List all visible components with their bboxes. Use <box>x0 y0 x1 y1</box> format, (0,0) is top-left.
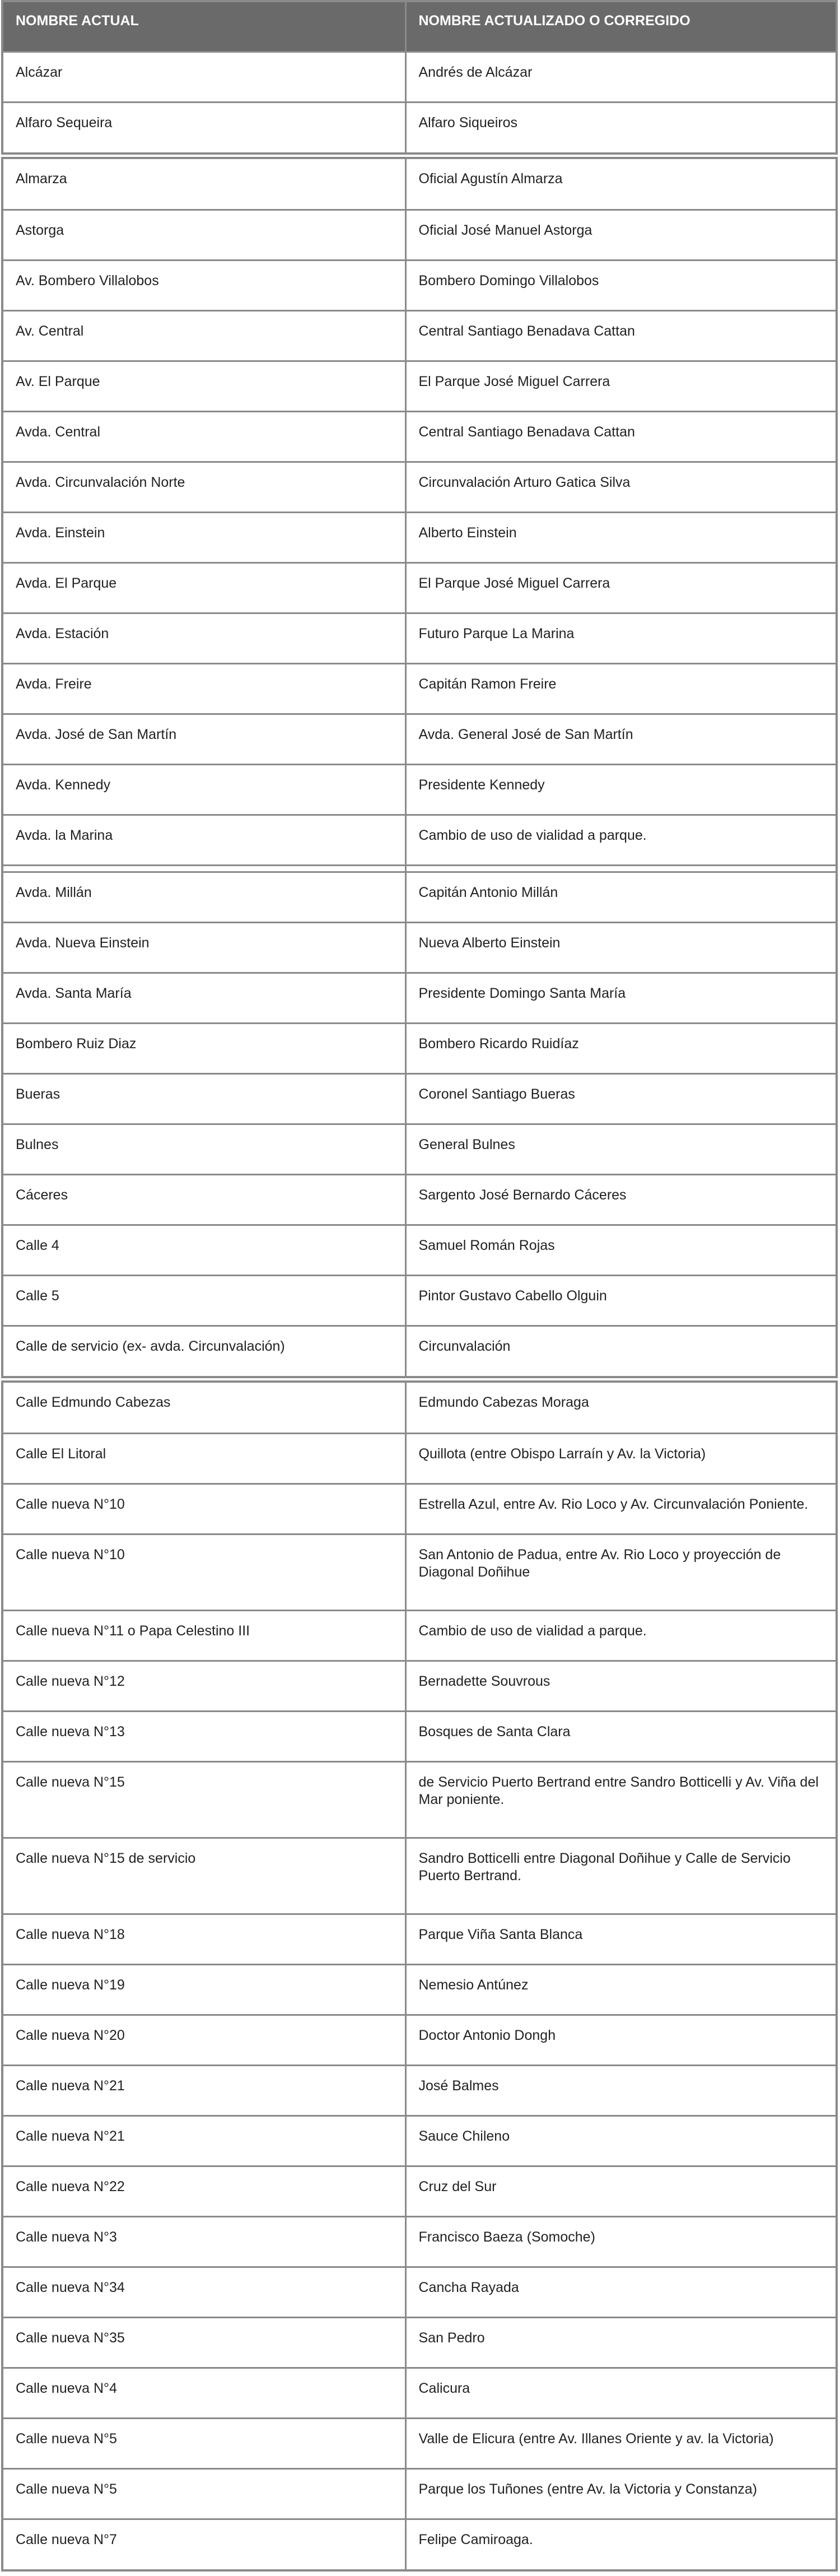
current-name-cell: Calle 4 <box>3 1225 405 1275</box>
table-block-3 <box>1 1380 838 2572</box>
current-name-cell: Bulnes <box>3 1124 405 1174</box>
table-row <box>3 462 836 512</box>
current-name-cell: Bueras <box>3 1073 405 1124</box>
table-row <box>3 411 836 462</box>
table-block-2 <box>1 157 838 1378</box>
updated-name-cell: Presidente Kennedy <box>405 764 836 815</box>
current-name-cell: Astorga <box>3 210 405 260</box>
table-row <box>3 1383 836 1433</box>
table-row <box>3 1661 836 1711</box>
updated-name-cell: Coronel Santiago Bueras <box>405 1073 836 1124</box>
names-table <box>3 159 836 1376</box>
updated-name-cell: San Antonio de Padua, entre Av. Rio Loco y proyección de Diagonal Doñihue <box>405 1534 836 1610</box>
table-row <box>3 159 836 210</box>
updated-name-cell: Estrella Azul, entre Av. Rio Loco y Av. Circunvalación Poniente. <box>405 1484 836 1534</box>
table-header-row <box>3 2 836 52</box>
current-name-cell: Calle nueva N°11 o Papa Celestino III <box>3 1610 405 1661</box>
updated-name-cell: Futuro Parque La Marina <box>405 613 836 663</box>
divider-cell <box>3 865 405 872</box>
table-row <box>3 512 836 562</box>
updated-name-cell: Cambio de uso de vialidad a parque. <box>405 1610 836 1661</box>
current-name-cell: Calle nueva N°18 <box>3 1914 405 1964</box>
table-row <box>3 52 836 102</box>
table-row <box>3 663 836 714</box>
table-row <box>3 1711 836 1761</box>
table-row <box>3 2166 836 2216</box>
current-name-cell: Cáceres <box>3 1174 405 1225</box>
updated-name-cell: Alberto Einstein <box>405 512 836 562</box>
table-row <box>3 973 836 1023</box>
table-row <box>3 2317 836 2368</box>
table-row <box>3 1610 836 1661</box>
current-name-cell: Calle 5 <box>3 1275 405 1326</box>
table-row <box>3 1964 836 2015</box>
updated-name-cell: General Bulnes <box>405 1124 836 1174</box>
current-name-cell: Avda. Millán <box>3 872 405 922</box>
updated-name-cell: Samuel Román Rojas <box>405 1225 836 1275</box>
table-row <box>3 872 836 922</box>
current-name-cell: Av. El Parque <box>3 361 405 411</box>
updated-name-cell: El Parque José Miguel Carrera <box>405 361 836 411</box>
table-row <box>3 2468 836 2519</box>
updated-name-cell: Bernadette Souvrous <box>405 1661 836 1711</box>
current-name-cell: Calle nueva N°34 <box>3 2267 405 2317</box>
current-name-cell: Calle nueva N°19 <box>3 1964 405 2015</box>
current-name-cell: Avda. Central <box>3 411 405 462</box>
updated-name-cell: Felipe Camiroaga. <box>405 2519 836 2569</box>
current-name-cell: Avda. El Parque <box>3 562 405 613</box>
table-row <box>3 1484 836 1534</box>
updated-name-cell: Circunvalación Arturo Gatica Silva <box>405 462 836 512</box>
table-row <box>3 1761 836 1838</box>
current-name-cell: Calle nueva N°35 <box>3 2317 405 2368</box>
table-row <box>3 1225 836 1275</box>
header-updated-name: NOMBRE ACTUALIZADO O CORREGIDO <box>405 2 836 52</box>
current-name-cell: Av. Bombero Villalobos <box>3 260 405 310</box>
table-row <box>3 1073 836 1124</box>
table-row <box>3 210 836 260</box>
table-row <box>3 2519 836 2569</box>
table-row <box>3 613 836 663</box>
updated-name-cell: Central Santiago Benadava Cattan <box>405 411 836 462</box>
table-row <box>3 562 836 613</box>
table-row <box>3 1914 836 1964</box>
current-name-cell: Calle nueva N°21 <box>3 2065 405 2115</box>
table-row <box>3 1023 836 1073</box>
updated-name-cell: Edmundo Cabezas Moraga <box>405 1383 836 1433</box>
table-row <box>3 764 836 815</box>
updated-name-cell: San Pedro <box>405 2317 836 2368</box>
updated-name-cell: Oficial José Manuel Astorga <box>405 210 836 260</box>
updated-name-cell: Capitán Ramon Freire <box>405 663 836 714</box>
updated-name-cell: Francisco Baeza (Somoche) <box>405 2216 836 2267</box>
updated-name-cell: Bombero Ricardo Ruidíaz <box>405 1023 836 1073</box>
current-name-cell: Avda. Estación <box>3 613 405 663</box>
table-row <box>3 1124 836 1174</box>
table-row <box>3 815 836 865</box>
updated-name-cell: Circunvalación <box>405 1326 836 1376</box>
updated-name-cell: de Servicio Puerto Bertrand entre Sandro Botticelli y Av. Viña del Mar poniente. <box>405 1761 836 1838</box>
current-name-cell: Calle El Litoral <box>3 1433 405 1484</box>
updated-name-cell: Doctor Antonio Dongh <box>405 2015 836 2065</box>
current-name-cell: Bombero Ruiz Diaz <box>3 1023 405 1073</box>
divider-cell <box>405 865 836 872</box>
updated-name-cell: Cruz del Sur <box>405 2166 836 2216</box>
table-row <box>3 260 836 310</box>
current-name-cell: Calle nueva N°10 <box>3 1534 405 1610</box>
table-row <box>3 2015 836 2065</box>
current-name-cell: Calle de servicio (ex- avda. Circunvalación) <box>3 1326 405 1376</box>
updated-name-cell: Presidente Domingo Santa María <box>405 973 836 1023</box>
current-name-cell: Alcázar <box>3 52 405 102</box>
current-name-cell: Alfaro Sequeira <box>3 102 405 152</box>
updated-name-cell: El Parque José Miguel Carrera <box>405 562 836 613</box>
updated-name-cell: Sandro Botticelli entre Diagonal Doñihue y Calle de Servicio Puerto Bertrand. <box>405 1838 836 1914</box>
updated-name-cell: José Balmes <box>405 2065 836 2115</box>
current-name-cell: Calle nueva N°13 <box>3 1711 405 1761</box>
table-row <box>3 2267 836 2317</box>
current-name-cell: Calle nueva N°3 <box>3 2216 405 2267</box>
current-name-cell: Calle nueva N°4 <box>3 2368 405 2418</box>
updated-name-cell: Bosques de Santa Clara <box>405 1711 836 1761</box>
updated-name-cell: Nueva Alberto Einstein <box>405 922 836 973</box>
updated-name-cell: Valle de Elicura (entre Av. Illanes Oriente y av. la Victoria) <box>405 2418 836 2468</box>
table-row <box>3 1326 836 1376</box>
current-name-cell: Calle nueva N°22 <box>3 2166 405 2216</box>
updated-name-cell: Pintor Gustavo Cabello Olguin <box>405 1275 836 1326</box>
current-name-cell: Avda. Kennedy <box>3 764 405 815</box>
table-row <box>3 1174 836 1225</box>
current-name-cell: Avda. la Marina <box>3 815 405 865</box>
updated-name-cell: Nemesio Antúnez <box>405 1964 836 2015</box>
current-name-cell: Calle nueva N°21 <box>3 2115 405 2166</box>
table-row <box>3 2115 836 2166</box>
table-row <box>3 714 836 764</box>
current-name-cell: Avda. José de San Martín <box>3 714 405 764</box>
updated-name-cell: Capitán Antonio Millán <box>405 872 836 922</box>
table-row <box>3 310 836 361</box>
table-row <box>3 2216 836 2267</box>
current-name-cell: Calle nueva N°5 <box>3 2468 405 2519</box>
current-name-cell: Avda. Circunvalación Norte <box>3 462 405 512</box>
table-block-1 <box>1 0 838 155</box>
table-row <box>3 1275 836 1326</box>
current-name-cell: Almarza <box>3 159 405 210</box>
table-row <box>3 922 836 973</box>
updated-name-cell: Avda. General José de San Martín <box>405 714 836 764</box>
table-row-divider <box>3 865 836 872</box>
current-name-cell: Calle nueva N°7 <box>3 2519 405 2569</box>
table-row <box>3 2368 836 2418</box>
current-name-cell: Calle Edmundo Cabezas <box>3 1383 405 1433</box>
updated-name-cell: Parque Viña Santa Blanca <box>405 1914 836 1964</box>
table-row <box>3 102 836 152</box>
header-current-name: NOMBRE ACTUAL <box>3 2 405 52</box>
names-table <box>3 1383 836 2569</box>
updated-name-cell: Quillota (entre Obispo Larraín y Av. la Victoria) <box>405 1433 836 1484</box>
updated-name-cell: Cancha Rayada <box>405 2267 836 2317</box>
updated-name-cell: Oficial Agustín Almarza <box>405 159 836 210</box>
updated-name-cell: Alfaro Siqueiros <box>405 102 836 152</box>
updated-name-cell: Cambio de uso de vialidad a parque. <box>405 815 836 865</box>
updated-name-cell: Calicura <box>405 2368 836 2418</box>
names-table <box>3 2 836 152</box>
table-row <box>3 1534 836 1610</box>
current-name-cell: Calle nueva N°12 <box>3 1661 405 1711</box>
updated-name-cell: Andrés de Alcázar <box>405 52 836 102</box>
current-name-cell: Av. Central <box>3 310 405 361</box>
current-name-cell: Calle nueva N°15 <box>3 1761 405 1838</box>
table-row <box>3 2418 836 2468</box>
current-name-cell: Calle nueva N°15 de servicio <box>3 1838 405 1914</box>
table-row <box>3 361 836 411</box>
updated-name-cell: Parque los Tuñones (entre Av. la Victoria y Constanza) <box>405 2468 836 2519</box>
current-name-cell: Calle nueva N°10 <box>3 1484 405 1534</box>
current-name-cell: Calle nueva N°20 <box>3 2015 405 2065</box>
current-name-cell: Avda. Freire <box>3 663 405 714</box>
updated-name-cell: Sargento José Bernardo Cáceres <box>405 1174 836 1225</box>
updated-name-cell: Sauce Chileno <box>405 2115 836 2166</box>
current-name-cell: Calle nueva N°5 <box>3 2418 405 2468</box>
current-name-cell: Avda. Santa María <box>3 973 405 1023</box>
table-row <box>3 2065 836 2115</box>
updated-name-cell: Bombero Domingo Villalobos <box>405 260 836 310</box>
current-name-cell: Avda. Nueva Einstein <box>3 922 405 973</box>
table-row <box>3 1433 836 1484</box>
current-name-cell: Avda. Einstein <box>3 512 405 562</box>
updated-name-cell: Central Santiago Benadava Cattan <box>405 310 836 361</box>
table-row <box>3 1838 836 1914</box>
